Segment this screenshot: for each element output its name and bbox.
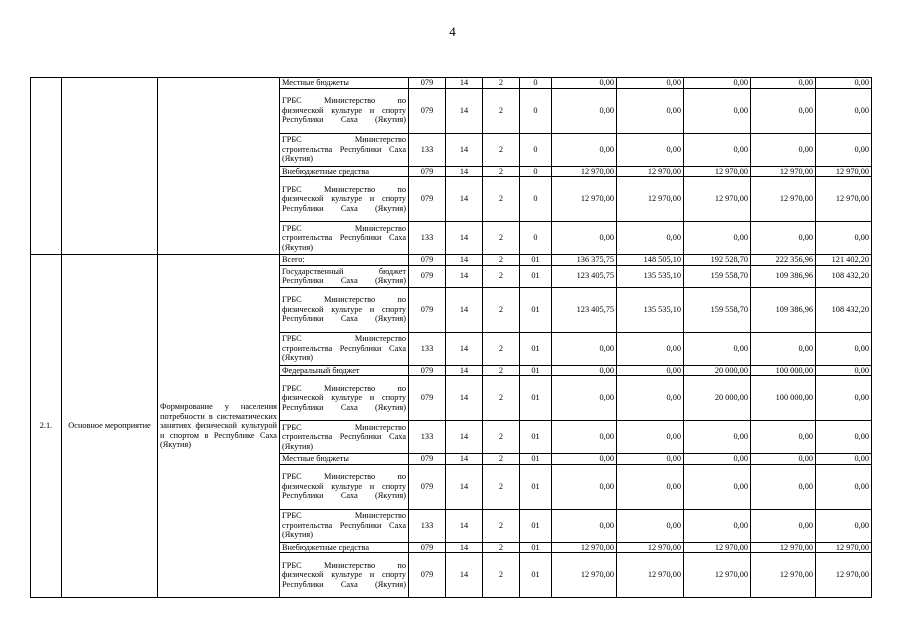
funding-source-cell: ГРБС Министерство по физической культуре и спорту Республики Саха (Якутия): [280, 376, 409, 421]
budget-code-cell: 2: [483, 177, 520, 222]
amount-cell: 0,00: [552, 78, 617, 89]
budget-code-cell: 079: [409, 454, 446, 465]
budget-code-cell: 079: [409, 166, 446, 177]
budget-code-cell: 2: [483, 542, 520, 553]
table-row: [31, 255, 872, 266]
budget-code-cell: 14: [446, 88, 483, 133]
funding-source-cell: ГРБС Министерство строительства Республики Саха (Якутия): [280, 133, 409, 166]
budget-code-cell: 14: [446, 542, 483, 553]
amount-cell: 0,00: [617, 464, 684, 509]
budget-code-cell: 01: [520, 454, 552, 465]
amount-cell: 0,00: [552, 509, 617, 542]
amount-cell: 0,00: [617, 222, 684, 255]
amount-cell: 0,00: [552, 454, 617, 465]
amount-cell: 0,00: [617, 88, 684, 133]
amount-cell: 12 970,00: [751, 542, 816, 553]
amount-cell: 0,00: [684, 222, 751, 255]
amount-cell: 123 405,75: [552, 265, 617, 287]
budget-code-cell: 133: [409, 509, 446, 542]
amount-cell: 12 970,00: [684, 177, 751, 222]
amount-cell: 0,00: [751, 464, 816, 509]
funding-source-cell: Федеральный бюджет: [280, 365, 409, 376]
amount-cell: 0,00: [617, 78, 684, 89]
amount-cell: 12 970,00: [816, 553, 872, 598]
amount-cell: 0,00: [684, 509, 751, 542]
amount-cell: 12 970,00: [617, 553, 684, 598]
budget-code-cell: 079: [409, 365, 446, 376]
amount-cell: 12 970,00: [816, 542, 872, 553]
funding-source-cell: Государственный бюджет Республики Саха (Якутия): [280, 265, 409, 287]
amount-cell: 0,00: [617, 332, 684, 365]
amount-cell: 0,00: [552, 421, 617, 454]
amount-cell: 0,00: [751, 88, 816, 133]
budget-code-cell: 0: [520, 88, 552, 133]
amount-cell: 159 558,70: [684, 287, 751, 332]
budget-code-cell: 2: [483, 78, 520, 89]
amount-cell: 12 970,00: [751, 177, 816, 222]
amount-cell: 12 970,00: [552, 553, 617, 598]
budget-code-cell: 079: [409, 553, 446, 598]
amount-cell: 123 405,75: [552, 287, 617, 332]
budget-code-cell: 01: [520, 365, 552, 376]
amount-cell: 0,00: [751, 332, 816, 365]
amount-cell: 0,00: [816, 464, 872, 509]
amount-cell: 0,00: [552, 222, 617, 255]
event-description-cell: Формирование у населения потребности в систематических занятиях физической культурой и спортом в Республике Саха (Якутия): [158, 255, 280, 598]
budget-code-cell: 01: [520, 287, 552, 332]
budget-code-cell: 01: [520, 332, 552, 365]
funding-source-cell: Местные бюджеты: [280, 78, 409, 89]
budget-code-cell: 2: [483, 133, 520, 166]
funding-source-cell: ГРБС Министерство по физической культуре и спорту Республики Саха (Якутия): [280, 464, 409, 509]
amount-cell: 0,00: [816, 454, 872, 465]
budget-code-cell: 079: [409, 177, 446, 222]
amount-cell: 222 356,96: [751, 255, 816, 266]
budget-code-cell: 133: [409, 133, 446, 166]
budget-code-cell: 14: [446, 553, 483, 598]
budget-code-cell: 14: [446, 255, 483, 266]
amount-cell: 0,00: [751, 509, 816, 542]
amount-cell: 0,00: [816, 78, 872, 89]
amount-cell: 109 386,96: [751, 265, 816, 287]
budget-code-cell: 2: [483, 376, 520, 421]
amount-cell: 136 375,75: [552, 255, 617, 266]
amount-cell: 12 970,00: [552, 166, 617, 177]
amount-cell: 12 970,00: [684, 542, 751, 553]
amount-cell: 0,00: [617, 133, 684, 166]
amount-cell: 0,00: [816, 365, 872, 376]
amount-cell: 20 000,00: [684, 365, 751, 376]
budget-code-cell: 01: [520, 265, 552, 287]
budget-code-cell: 133: [409, 332, 446, 365]
amount-cell: 100 000,00: [751, 365, 816, 376]
budget-code-cell: 14: [446, 222, 483, 255]
budget-code-cell: 14: [446, 265, 483, 287]
amount-cell: 192 528,70: [684, 255, 751, 266]
budget-code-cell: 0: [520, 177, 552, 222]
budget-code-cell: 14: [446, 365, 483, 376]
budget-code-cell: 2: [483, 287, 520, 332]
funding-source-cell: Местные бюджеты: [280, 454, 409, 465]
amount-cell: 108 432,20: [816, 287, 872, 332]
amount-cell: 135 535,10: [617, 265, 684, 287]
budget-code-cell: 079: [409, 287, 446, 332]
amount-cell: 12 970,00: [552, 177, 617, 222]
amount-cell: 159 558,70: [684, 265, 751, 287]
budget-code-cell: 01: [520, 376, 552, 421]
funding-source-cell: ГРБС Министерство строительства Республики Саха (Якутия): [280, 332, 409, 365]
row-number-cell: [31, 78, 62, 255]
amount-cell: 0,00: [684, 332, 751, 365]
amount-cell: 0,00: [684, 88, 751, 133]
budget-code-cell: 133: [409, 222, 446, 255]
amount-cell: 108 432,20: [816, 265, 872, 287]
budget-code-cell: 01: [520, 542, 552, 553]
amount-cell: 0,00: [684, 133, 751, 166]
budget-code-cell: 2: [483, 222, 520, 255]
amount-cell: 0,00: [816, 376, 872, 421]
budget-code-cell: 01: [520, 255, 552, 266]
amount-cell: 12 970,00: [751, 166, 816, 177]
budget-code-cell: 14: [446, 133, 483, 166]
budget-code-cell: 0: [520, 78, 552, 89]
budget-code-cell: 2: [483, 265, 520, 287]
amount-cell: 0,00: [617, 509, 684, 542]
amount-cell: 0,00: [816, 222, 872, 255]
funding-source-cell: Внебюджетные средства: [280, 542, 409, 553]
budget-code-cell: 01: [520, 421, 552, 454]
event-description-cell: [158, 78, 280, 255]
budget-code-cell: 079: [409, 542, 446, 553]
budget-code-cell: 14: [446, 78, 483, 89]
budget-code-cell: 01: [520, 509, 552, 542]
funding-source-cell: ГРБС Министерство по физической культуре и спорту Республики Саха (Якутия): [280, 553, 409, 598]
amount-cell: 0,00: [617, 454, 684, 465]
budget-code-cell: 01: [520, 464, 552, 509]
budget-code-cell: 2: [483, 454, 520, 465]
budget-code-cell: 079: [409, 88, 446, 133]
amount-cell: 0,00: [751, 454, 816, 465]
amount-cell: 12 970,00: [816, 177, 872, 222]
budget-code-cell: 2: [483, 166, 520, 177]
funding-source-cell: ГРБС Министерство строительства Республики Саха (Якутия): [280, 222, 409, 255]
amount-cell: 135 535,10: [617, 287, 684, 332]
funding-source-cell: ГРБС Министерство строительства Республики Саха (Якутия): [280, 509, 409, 542]
amount-cell: 0,00: [617, 365, 684, 376]
amount-cell: 0,00: [751, 421, 816, 454]
amount-cell: 0,00: [751, 133, 816, 166]
amount-cell: 0,00: [684, 78, 751, 89]
budget-code-cell: 2: [483, 255, 520, 266]
amount-cell: 0,00: [816, 88, 872, 133]
funding-source-cell: Внебюджетные средства: [280, 166, 409, 177]
table-row: [31, 78, 872, 89]
amount-cell: 0,00: [617, 421, 684, 454]
amount-cell: 12 970,00: [751, 553, 816, 598]
amount-cell: 0,00: [816, 332, 872, 365]
budget-code-cell: 14: [446, 509, 483, 542]
budget-table: [30, 77, 872, 598]
funding-source-cell: ГРБС Министерство по физической культуре и спорту Республики Саха (Якутия): [280, 88, 409, 133]
budget-code-cell: 14: [446, 454, 483, 465]
amount-cell: 12 970,00: [684, 553, 751, 598]
budget-code-cell: 01: [520, 553, 552, 598]
amount-cell: 12 970,00: [552, 542, 617, 553]
amount-cell: 0,00: [552, 376, 617, 421]
amount-cell: 0,00: [552, 332, 617, 365]
budget-code-cell: 079: [409, 464, 446, 509]
budget-code-cell: 133: [409, 421, 446, 454]
funding-source-cell: ГРБС Министерство по физической культуре и спорту Республики Саха (Якутия): [280, 287, 409, 332]
amount-cell: 0,00: [684, 421, 751, 454]
amount-cell: 12 970,00: [617, 166, 684, 177]
amount-cell: 0,00: [552, 88, 617, 133]
budget-code-cell: 14: [446, 421, 483, 454]
amount-cell: 0,00: [816, 133, 872, 166]
budget-table-body: [31, 78, 872, 598]
amount-cell: 0,00: [617, 376, 684, 421]
budget-code-cell: 0: [520, 222, 552, 255]
budget-code-cell: 14: [446, 287, 483, 332]
amount-cell: 0,00: [552, 365, 617, 376]
amount-cell: 0,00: [684, 454, 751, 465]
budget-code-cell: 14: [446, 166, 483, 177]
budget-code-cell: 079: [409, 265, 446, 287]
amount-cell: 0,00: [684, 464, 751, 509]
amount-cell: 100 000,00: [751, 376, 816, 421]
event-type-cell: Основное мероприятие: [62, 255, 158, 598]
amount-cell: 0,00: [751, 222, 816, 255]
amount-cell: 121 402,20: [816, 255, 872, 266]
budget-code-cell: 14: [446, 332, 483, 365]
budget-code-cell: 14: [446, 464, 483, 509]
budget-code-cell: 2: [483, 509, 520, 542]
budget-code-cell: 0: [520, 166, 552, 177]
budget-code-cell: 2: [483, 365, 520, 376]
amount-cell: 12 970,00: [816, 166, 872, 177]
amount-cell: 148 505,10: [617, 255, 684, 266]
amount-cell: 0,00: [552, 133, 617, 166]
amount-cell: 109 386,96: [751, 287, 816, 332]
budget-code-cell: 079: [409, 255, 446, 266]
budget-code-cell: 0: [520, 133, 552, 166]
amount-cell: 0,00: [816, 421, 872, 454]
budget-code-cell: 2: [483, 88, 520, 133]
budget-code-cell: 14: [446, 376, 483, 421]
funding-source-cell: ГРБС Министерство строительства Республики Саха (Якутия): [280, 421, 409, 454]
amount-cell: 12 970,00: [617, 542, 684, 553]
budget-code-cell: 2: [483, 421, 520, 454]
funding-source-cell: Всего:: [280, 255, 409, 266]
budget-code-cell: 079: [409, 376, 446, 421]
amount-cell: 12 970,00: [617, 177, 684, 222]
funding-source-cell: ГРБС Министерство по физической культуре и спорту Республики Саха (Якутия): [280, 177, 409, 222]
event-type-cell: [62, 78, 158, 255]
budget-code-cell: 14: [446, 177, 483, 222]
amount-cell: 0,00: [552, 464, 617, 509]
amount-cell: 12 970,00: [684, 166, 751, 177]
amount-cell: 0,00: [751, 78, 816, 89]
budget-code-cell: 2: [483, 553, 520, 598]
amount-cell: 0,00: [816, 509, 872, 542]
budget-code-cell: 2: [483, 332, 520, 365]
page-number: 4: [449, 24, 456, 39]
budget-code-cell: 079: [409, 78, 446, 89]
amount-cell: 20 000,00: [684, 376, 751, 421]
budget-code-cell: 2: [483, 464, 520, 509]
row-number-cell: 2.1.: [31, 255, 62, 598]
